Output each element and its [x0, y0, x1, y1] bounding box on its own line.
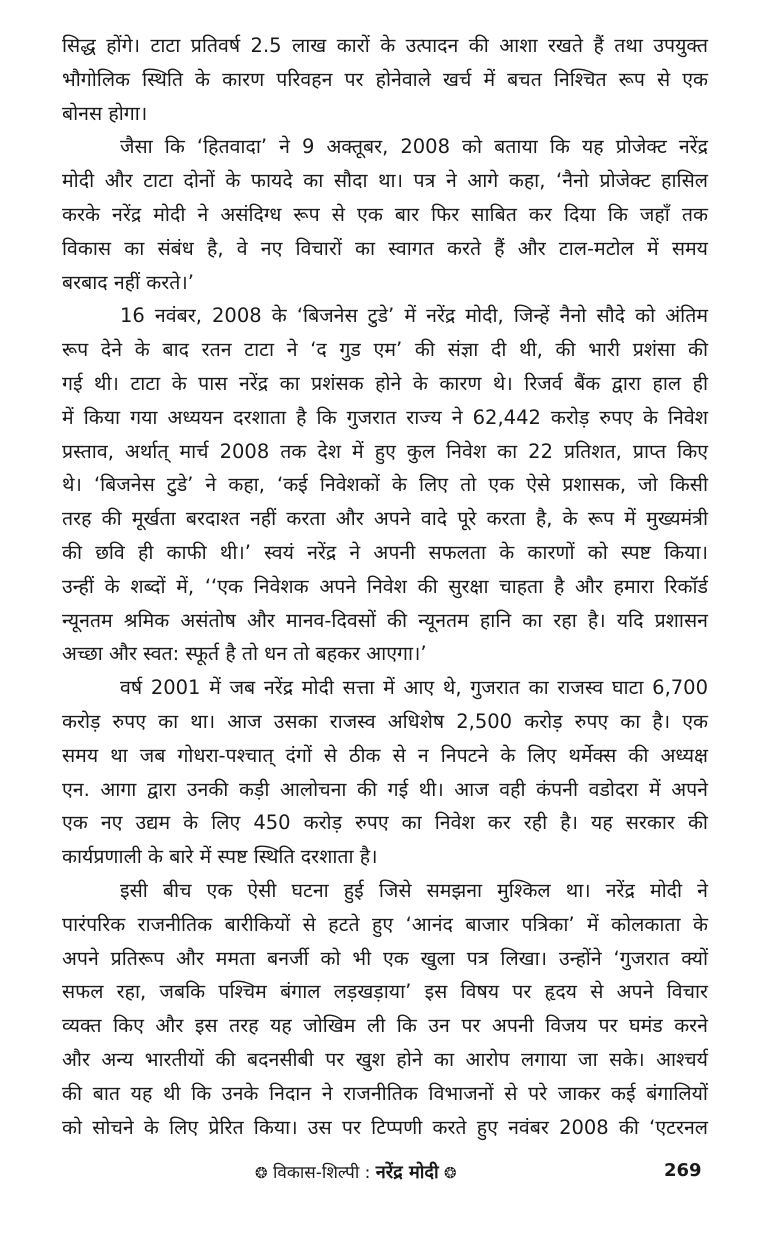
text-line: 16 नवंबर, 2008 के ‘बिजनेस टुडे’ में नरेंद्र मोदी, जिन्हें नैनो सौदे को अंतिम [120, 304, 708, 328]
text-line: अच्छा और स्वत: स्फूर्त है तो धन तो बहकर आएगा।’ [62, 642, 427, 666]
text-line: तरह की मूर्खता बरदाश्त नहीं करता और अपने वादे पूरे करता है, के रूप में मुख्यमंत्री [62, 507, 708, 531]
paragraph-1 [62, 29, 708, 130]
text-line: गई थी। टाटा के पास नरेंद्र का प्रशंसक होने के कारण थे। रिजर्व बैंक द्वारा हाल ही [62, 371, 708, 395]
paragraph-4 [62, 671, 708, 874]
book-title-name: नरेंद्र मोदी [375, 1162, 439, 1183]
flower-ornament-icon: ❂ [255, 1164, 268, 1182]
text-line: वर्ष 2001 में जब नरेंद्र मोदी सत्ता में आए थे, गुजरात का राजस्व घाटा 6,700 [120, 676, 708, 700]
text-line: उन्हीं के शब्दों में, ‘‘एक निवेशक अपने निवेश की सुरक्षा चाहता है और हमारा रिकॉर्ड [62, 574, 708, 598]
text-line: सफल रहा, जबकि पश्चिम बंगाल लड़खड़ाया’ इस विषय पर हृदय से अपने विचार [62, 980, 708, 1004]
text-line: करोड़ रुपए का था। आज उसका राजस्व अधिशेष 2,500 करोड़ रुपए का है। एक [62, 709, 708, 733]
page-body [62, 29, 708, 1144]
text-line: अपने प्रतिरूप और ममता बनर्जी को भी एक खुला पत्र लिखा। उन्होंने ‘गुजरात क्यों [62, 946, 708, 970]
text-line: इसी बीच एक ऐसी घटना हुई जिसे समझना मुश्किल था। नरेंद्र मोदी ने [120, 878, 708, 902]
text-line: एन. आगा द्वारा उनकी कड़ी आलोचना की गई थी। आज वही कंपनी वडोदरा में अपने [62, 777, 708, 801]
paragraph-2 [62, 130, 708, 299]
text-line: को सोचने के लिए प्रेरित किया। उस पर टिप्पणी करते हुए नवंबर 2008 की ‘एटरनल [62, 1115, 708, 1139]
text-line: भौगोलिक स्थिति के कारण परिवहन पर होनेवाले खर्च में बचत निश्चित रूप से एक [62, 67, 708, 91]
text-line: मोदी और टाटा दोनों के फायदे का सौदा था। पत्र ने आगे कहा, ‘नैनो प्रोजेक्ट हासिल [62, 169, 708, 193]
paragraph-3 [62, 299, 708, 671]
text-line: बरबाद नहीं करते।’ [62, 270, 194, 294]
flower-ornament-icon: ❂ [444, 1164, 457, 1182]
text-line: न्यूनतम श्रमिक असंतोष और मानव-दिवसों की न्यूनतम हानि का रहा है। यदि प्रशासन [62, 608, 708, 632]
text-line: की बात यह थी कि उनके निदान ने राजनीतिक विभाजनों से परे जाकर कई बंगालियों [62, 1081, 708, 1105]
text-line: जैसा कि ‘हितवादा’ ने 9 अक्तूबर, 2008 को बताया कि यह प्रोजेक्ट नरेंद्र [120, 135, 708, 159]
running-footer-title [255, 1160, 457, 1184]
text-line: सिद्ध होंगे। टाटा प्रतिवर्ष 2.5 लाख कारों के उत्पादन की आशा रखते हैं तथा उपयुक्त [62, 34, 708, 57]
text-line: कार्यप्रणाली के बारे में स्पष्ट स्थिति दरशाता है। [62, 845, 378, 869]
text-line: पारंपरिक राजनीतिक बारीकियों से हटते हुए ‘आनंद बाजार पत्रिका’ में कोलकाता के [62, 912, 708, 936]
text-line: रूप देने के बाद रतन टाटा ने ‘द गुड एम’ की संज्ञा दी थी, की भारी प्रशंसा की [62, 338, 708, 362]
text-line: व्यक्त किए और इस तरह यह जोखिम ली कि उन पर अपनी विजय पर घमंड करने [62, 1014, 708, 1038]
text-line: की छवि ही काफी थी।’ स्वयं नरेंद्र ने अपनी सफलता के कारणों को स्पष्ट किया। [62, 540, 708, 564]
text-line: थे। ‘बिजनेस टुडे’ ने कहा, ‘कई निवेशकों के लिए तो एक ऐसे प्रशासक, जो किसी [62, 473, 708, 497]
text-line: में किया गया अध्ययन दरशाता है कि गुजरात राज्य ने 62,442 करोड़ रुपए के निवेश [62, 405, 708, 429]
text-line: समय था जब गोधरा-पश्चात् दंगों से ठीक से न निपटने के लिए थर्मेक्स की अध्यक्ष [62, 743, 708, 767]
text-line: विकास का संबंध है, वे नए विचारों का स्वागत करते हैं और टाल-मटोल में समय [62, 236, 708, 260]
paragraph-5 [62, 874, 708, 1144]
text-line: एक नए उद्यम के लिए 450 करोड़ रुपए का निवेश कर रही है। यह सरकार की [62, 811, 708, 835]
book-title-prefix: विकास-शिल्पी : [272, 1163, 376, 1183]
text-line: बोनस होगा। [62, 101, 148, 125]
text-line: प्रस्ताव, अर्थात् मार्च 2008 तक देश में हुए कुल निवेश का 22 प्रतिशत, प्राप्त किए [62, 439, 708, 463]
text-line: करके नरेंद्र मोदी ने असंदिग्ध रूप से एक बार फिर साबित कर दिया कि जहाँ तक [62, 202, 708, 226]
text-line: और अन्य भारतीयों की बदनसीबी पर खुश होने का आरोप लगाया जा सके। आश्चर्य [62, 1047, 708, 1071]
page-footer [0, 1158, 776, 1188]
page-number: 269 [664, 1160, 702, 1181]
